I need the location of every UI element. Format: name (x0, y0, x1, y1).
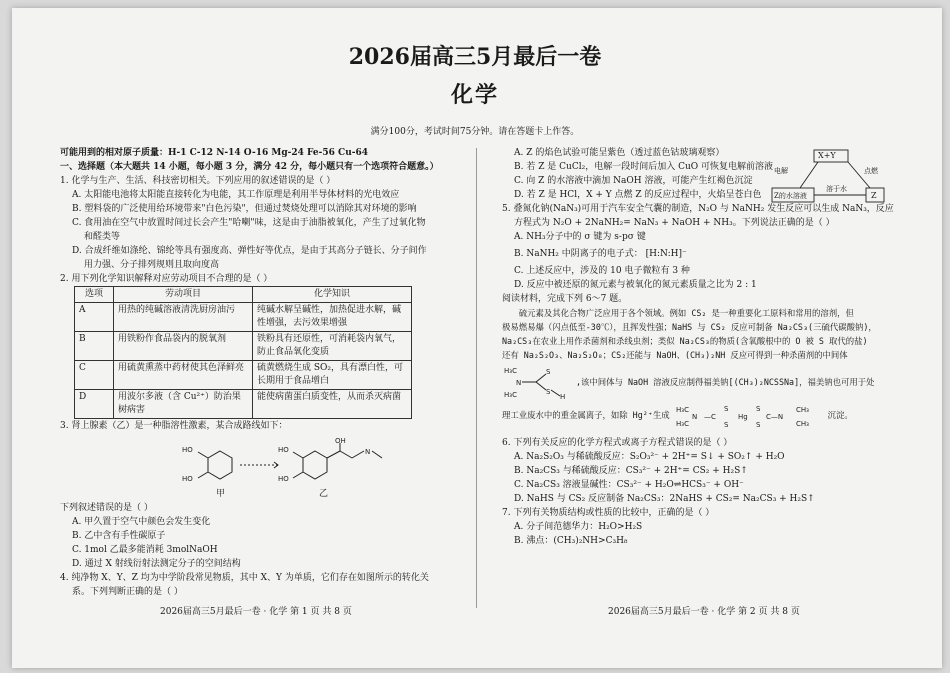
table-cell: B (75, 332, 114, 361)
q2-stem: 2. 用下列化学知识解释对应劳动项目不合理的是（ ） (60, 274, 273, 284)
transformation-diagram (770, 148, 890, 206)
q5-option-c: C. 上述反应中，涉及的 10 电子微粒有 3 种 (514, 266, 690, 276)
diagram-node-z: Z (871, 191, 877, 200)
svg-text:S: S (723, 405, 729, 413)
table-header: 化学知识 (253, 287, 412, 303)
table-cell: 能使病菌蛋白质变性，从而杀灭病菌 (253, 390, 412, 419)
diagram-label-electrolysis: 电解 (774, 167, 788, 175)
svg-text:S: S (546, 388, 551, 396)
diagram-node-xy: X+Y (818, 151, 836, 160)
table-cell: 用铁粉作食品袋内的脱氧剂 (114, 332, 253, 361)
q5-option-d: D. 反应中被还原的氮元素与被氧化的氮元素质量之比为 2 : 1 (514, 280, 757, 290)
table-cell: 铁粉具有还原性，可消耗袋内氧气，防止食品氧化变质 (253, 332, 412, 361)
synthesis-route-drawing (180, 437, 410, 487)
passage-line: Na₂CS₃在农业上用作杀菌剂和杀线虫剂；类似 Na₂CS₃的物质(含氧酸根中的 O 被 S 取代的盐) (502, 336, 868, 346)
passage-line: ,该中间体与 NaOH 溶液反应制得福美钠[(CH₃)₂NCSSNa]，福美钠也可用于处 (576, 377, 875, 387)
q1-option-c-cont: 和醛类等 (84, 232, 121, 242)
table-header: 选项 (75, 287, 114, 303)
diagram-label-ignite: 点燃 (864, 167, 878, 175)
table-cell: 用波尔多液（含 Cu²⁺）防治果树病害 (114, 390, 253, 419)
left-column (60, 146, 460, 599)
table-row (75, 303, 412, 332)
q7-option-b: B. 沸点：(CH₃)₂NH>C₃H₈ (514, 536, 628, 546)
q1-option-b: B. 塑料袋的广泛使用给环境带来"白色污染"，但通过焚烧处理可以消除其对环境的影响 (72, 204, 417, 214)
q7-stem: 7. 下列有关物质结构或性质的比较中，正确的是（ ） (502, 508, 715, 518)
q2-table (74, 286, 412, 419)
passage-line: 理工业废水中的重金属离子，如除 Hg²⁺生成 (502, 410, 670, 420)
passage-line: 硫元素及其化合物广泛应用于各个领域。例如 CS₂ 是一种重要化工原料和常用的溶剂，但 (518, 308, 854, 318)
q1-option-d: D. 合成纤维如涤纶、锦纶等具有强度高、弹性好等优点，是由于其高分子链长、分子间作 (72, 246, 427, 256)
reading-intro: 阅读材料，完成下列 6～7 题。 (502, 294, 628, 304)
diagram-label-dissolve: 溶于水 (826, 185, 847, 193)
q3-option-a: A. 甲久置于空气中颜色会发生变化 (72, 517, 211, 527)
svg-text:H₃C: H₃C (504, 367, 517, 375)
atomic-mass-line: 可能用到的相对原子质量：H-1 C-12 N-14 O-16 Mg-24 Fe-56 Cu-64 (60, 148, 369, 158)
q4-option-a: A. Z 的焰色试验可能呈紫色（透过蓝色钴玻璃观察） (514, 148, 725, 158)
q6-option-d: D. NaHS 与 CS₂ 反应制备 Na₂CS₃：2NaHS + CS₂= Na₂CS₃ + H₂S↑ (514, 494, 815, 504)
mercury-complex-structure (674, 400, 824, 430)
svg-text:—C: —C (703, 413, 716, 421)
table-cell: 用热的纯碱溶液清洗厨房油污 (114, 303, 253, 332)
intermediate-structure (502, 364, 572, 400)
svg-text:H₃C: H₃C (504, 391, 517, 399)
svg-text:OH: OH (335, 437, 346, 445)
svg-text:H₃C: H₃C (675, 406, 689, 414)
q5-stem-cont: 方程式为 N₂O + 2NaNH₂= NaN₃ + NaOH + NH₃。下列说法正确的是（ ） (514, 218, 835, 228)
column-divider (476, 148, 477, 608)
table-cell: D (75, 390, 114, 419)
svg-text:Hg: Hg (737, 413, 748, 421)
table-cell: 纯碱水解呈碱性，加热促进水解，碱性增强，去污效果增强 (253, 303, 412, 332)
svg-text:N: N (691, 413, 697, 421)
svg-text:HO: HO (182, 475, 193, 483)
diagram-node-z-solution: Z的水溶液 (774, 192, 807, 200)
subject-title: 化学 (450, 82, 499, 108)
footer-page-1: 2026届高三5月最后一卷 · 化学 第 1 页 共 8 页 (160, 607, 352, 617)
svg-text:N: N (516, 379, 522, 387)
synthesis-route (180, 437, 460, 487)
mercury-row (502, 400, 898, 430)
q4-option-d: D. 若 Z 是 HCl，X + Y 点燃 Z 的反应过程中，火焰呈苍白色 (514, 190, 762, 200)
svg-text:HO: HO (278, 475, 289, 483)
passage-line: 还有 Na₂S₂O₃、Na₂S₂O₈；CS₂还能与 NaOH、(CH₃)₂NH 反应可得到一种杀菌剂的中间体 (502, 350, 848, 360)
q1-option-a: A. 太阳能电池将太阳能直接转化为电能，其工作原理是利用半导体材料的光电效应 (72, 190, 400, 200)
svg-text:S: S (755, 421, 761, 429)
q5-option-b (502, 247, 898, 261)
q7-option-a: A. 分子间范德华力：H₂O>H₂S (514, 522, 643, 532)
q4-option-c: C. 向 Z 的水溶液中滴加 NaOH 溶液，可能产生红褐色沉淀 (514, 176, 753, 186)
q6-option-c: C. Na₂CS₃ 溶液显碱性：CS₃²⁻ + H₂O⇌HCS₃⁻ + OH⁻ (514, 480, 744, 490)
table-header: 劳动项目 (114, 287, 253, 303)
svg-text:S: S (546, 368, 551, 376)
reading-passage (502, 306, 898, 362)
svg-text:H₃C: H₃C (675, 420, 689, 428)
svg-text:S: S (755, 405, 761, 413)
exam-note: 满分100分，考试时间75分钟。请在答题卡上作答。 (370, 127, 580, 137)
svg-text:H: H (560, 393, 566, 400)
q4-stem-cont: 系。下列判断正确的是（ ） (72, 587, 183, 597)
q3-option-c: C. 1mol 乙最多能消耗 3molNaOH (72, 545, 218, 555)
table-cell: C (75, 361, 114, 390)
electron-formula: [H:N:H]⁻ (645, 249, 687, 259)
svg-text:CH₃: CH₃ (795, 406, 809, 414)
q5-option-a: A. NH₃分子中的 σ 键为 s-pσ 键 (514, 232, 646, 242)
q1-option-c: C. 食用油在空气中放置时间过长会产生"哈喇"味，这是由于油脂被氧化，产生了过氧化物 (72, 218, 426, 228)
svg-text:HO: HO (278, 446, 289, 454)
svg-text:N: N (365, 448, 371, 456)
svg-text:S: S (723, 421, 729, 429)
passage-line: 极易燃易爆（闪点低至-30℃），且挥发性强；NaHS 与 CS₂ 反应可制备 Na₂CS₃(三硫代碳酸钠)， (502, 322, 877, 332)
table-row (75, 332, 412, 361)
section-heading: 一、选择题（本大题共 14 小题，每小题 3 分，满分 42 分，每小题只有一个选项符合题意。） (60, 162, 439, 172)
q1-option-d-cont: 用力强、分子排列规则且取向度高 (84, 260, 220, 270)
q6-stem: 6. 下列有关反应的化学方程式或离子方程式错误的是（ ） (502, 438, 733, 448)
q6-option-a: A. Na₂S₂O₃ 与稀硫酸反应：S₂O₃²⁻ + 2H⁺= S↓ + SO₂↑ + H₂O (514, 452, 785, 462)
q1-stem: 1. 化学与生产、生活、科技密切相关。下列应用的叙述错误的是（ ） (60, 176, 336, 186)
svg-text:CH₃: CH₃ (795, 420, 809, 428)
q5-stem: 5. 叠氮化钠(NaN₃)可用于汽车安全气囊的制造，N₂O 与 NaNH₂ 发生反应可以生成 NaN₃，反应 (502, 204, 894, 214)
q3-sub: 下列叙述错误的是（ ） (60, 503, 153, 513)
right-column (502, 146, 898, 548)
q6-option-b: B. Na₂CS₃ 与稀硫酸反应：CS₃²⁻ + 2H⁺= CS₂ + H₂S↑ (514, 466, 748, 476)
svg-text:C—N: C—N (765, 413, 783, 421)
table-cell: A (75, 303, 114, 332)
q3-option-d: D. 通过 X 射线衍射法测定分子的空间结构 (72, 559, 241, 569)
svg-text:HO: HO (182, 446, 193, 454)
passage-line: 沉淀。 (827, 410, 853, 420)
compound-label-jia: 甲 (216, 489, 226, 499)
table-cell: 硫黄燃烧生成 SO₂，具有漂白性，可长期用于食品增白 (253, 361, 412, 390)
compound-label-yi: 乙 (319, 489, 329, 499)
q5-option-b-text: B. NaNH₂ 中阴离子的电子式： (514, 249, 643, 259)
intermediate-row (502, 364, 898, 400)
q4-stem: 4. 纯净物 X、Y、Z 均为中学阶段常见物质，其中 X、Y 为单质，它们存在如图所示的转化关 (60, 573, 429, 583)
table-row (75, 361, 412, 390)
q4-option-b: B. 若 Z 是 CuCl₂，电解一段时间后加入 CuO 可恢复电解前溶液 (514, 162, 774, 172)
q3-stem: 3. 肾上腺素（乙）是一种脂溶性激素，某合成路线如下： (60, 421, 288, 431)
q3-option-b: B. 乙中含有手性碳原子 (72, 531, 166, 541)
table-cell: 用硫黄熏蒸中药材使其色泽鲜亮 (114, 361, 253, 390)
exam-title: 2026届高三5月最后一卷 (348, 44, 602, 70)
footer-page-2: 2026届高三5月最后一卷 · 化学 第 2 页 共 8 页 (608, 607, 800, 617)
table-row (75, 390, 412, 419)
